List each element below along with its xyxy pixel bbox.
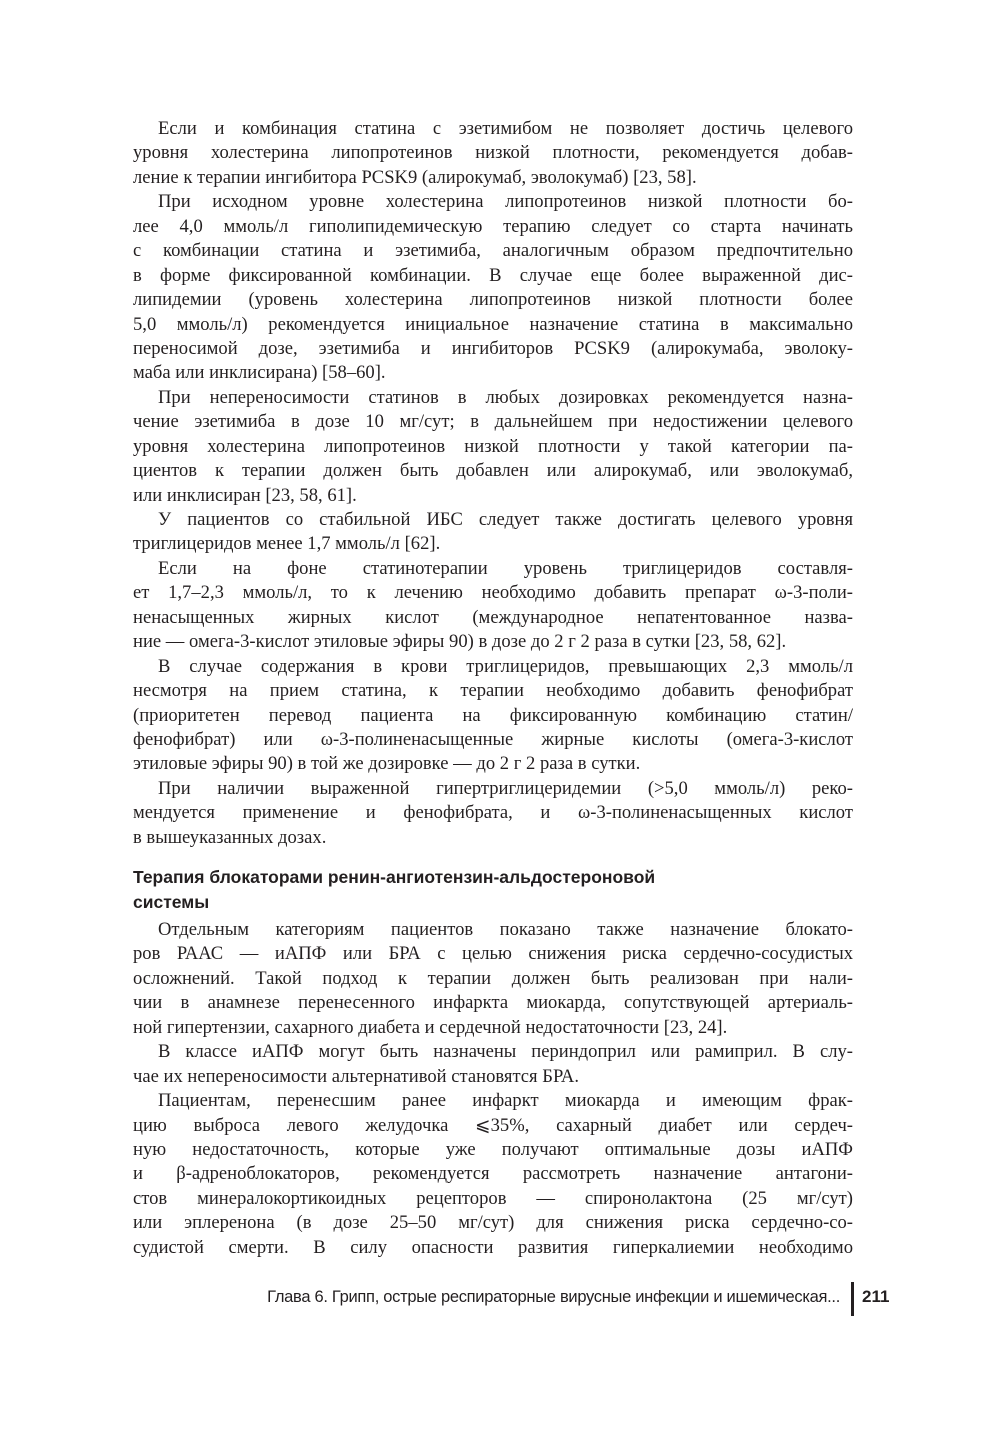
text-line: с комбинации статина и эзетимиба, аналогичным образом предпочтительно <box>133 240 853 262</box>
text-line: Если на фоне статинотерапии уровень триглицеридов составля- <box>158 557 853 579</box>
text-line: чае их непереносимости альтернативой становятся БРА. <box>133 1065 579 1087</box>
text-line: мендуется применение и фенофибрата, и ω-3-полиненасыщенных кислот <box>133 802 853 824</box>
text-line: или инклисиран [23, 58, 61]. <box>133 484 357 506</box>
text-line: ние — омега-3-кислот этиловые эфиры 90) в дозе до 2 г 2 раза в сутки [23, 58, 62]. <box>133 631 787 653</box>
text-line: несмотря на прием статина, к терапии необходимо добавить фенофибрат <box>133 680 853 702</box>
text-line: и β-адреноблокаторов, рекомендуется рассмотреть назначение антагони- <box>133 1163 853 1185</box>
paragraph <box>133 918 853 1040</box>
paragraph <box>133 117 853 190</box>
text-line: 5,0 ммоль/л) рекомендуется инициальное назначение статина в максимально <box>133 313 853 335</box>
text-line: циентов к терапии должен быть добавлен или алирокумаб, или эволокумаб, <box>133 460 853 482</box>
text-line: В случае содержания в крови триглицеридов, превышающих 2,3 ммоль/л <box>158 655 853 677</box>
footer-divider <box>851 1282 854 1316</box>
paragraph <box>133 386 853 508</box>
text-line: ет 1,7–2,3 ммоль/л, то к лечению необходимо добавить препарат ω-3-поли- <box>133 582 853 604</box>
paragraph <box>133 190 853 386</box>
text-line: чии в анамнезе перенесенного инфаркта миокарда, сопутствующей артериаль- <box>133 992 853 1014</box>
text-line: У пациентов со стабильной ИБС следует также достигать целевого уровня <box>158 509 853 530</box>
section-heading: Терапия блокаторами ренин-ангиотензин-альдостероновой <box>133 867 656 888</box>
text-line: липидемии (уровень холестерина липопротеинов низкой плотности более <box>133 289 853 311</box>
text-line: При наличии выраженной гипертриглицеридемии (>5,0 ммоль/л) реко- <box>158 777 853 799</box>
text-line: Если и комбинация статина с эзетимибом не позволяет достичь целевого <box>158 118 853 139</box>
paragraph <box>133 557 853 655</box>
text-line: ную недостаточность, которые уже получают оптимальные дозы иАПФ <box>133 1138 853 1160</box>
text-line: Отдельным категориям пациентов показано также назначение блокато- <box>158 919 853 940</box>
section-heading: системы <box>133 891 210 912</box>
text-line: чение эзетимиба в дозе 10 мг/сут; в дальнейшем при недостижении целевого <box>133 411 853 433</box>
text-line: В классе иАПФ могут быть назначены периндоприл или рамиприл. В слу- <box>158 1041 853 1063</box>
paragraph <box>133 1089 853 1260</box>
paragraph <box>133 1040 853 1089</box>
paragraph <box>133 655 853 777</box>
text-line: этиловые эфиры 90) в той же дозировке — до 2 г 2 раза в сутки. <box>133 753 641 775</box>
text-line: в форме фиксированной комбинации. В случае еще более выраженной дис- <box>133 264 853 286</box>
text-line: судистой смерти. В силу опасности развития гиперкалиемии необходимо <box>133 1236 853 1258</box>
text-line: уровня холестерина липопротеинов низкой плотности, рекомендуется добав- <box>133 142 853 164</box>
text-line: в вышеуказанных дозах. <box>133 826 327 848</box>
text-line: уровня холестерина липопротеинов низкой плотности у такой категории па- <box>133 435 853 457</box>
text-line: триглицеридов менее 1,7 ммоль/л [62]. <box>133 533 441 555</box>
paragraph <box>133 508 853 557</box>
text-line: маба или инклисирана) [58–60]. <box>133 362 386 384</box>
text-line: переносимой дозе, эзетимиба и ингибиторов PCSK9 (алирокумаба, эволоку- <box>133 337 853 359</box>
paragraph <box>133 777 853 850</box>
text-line: При непереносимости статинов в любых дозировках рекомендуется назна- <box>158 386 853 408</box>
page-number: 211 <box>862 1287 890 1306</box>
page-footer <box>0 1282 1000 1316</box>
text-line: (приоритетен перевод пациента на фиксированную комбинацию статин/ <box>133 704 853 726</box>
running-title: Глава 6. Грипп, острые респираторные вирусные инфекции и ишемическая... <box>267 1288 840 1306</box>
text-line: ление к терапии ингибитора PCSK9 (алирокумаб, эволокумаб) [23, 58]. <box>133 166 697 188</box>
text-line: При исходном уровне холестерина липопротеинов низкой плотности бо- <box>158 191 853 213</box>
text-line: фенофибрат) или ω-3-полиненасыщенные жирные кислоты (омега-3-кислот <box>133 728 853 750</box>
text-line: ненасыщенных жирных кислот (международное непатентованное назва- <box>133 606 853 628</box>
text-line: или эплеренона (в дозе 25–50 мг/сут) для снижения риска сердечно-со- <box>133 1212 853 1234</box>
text-line: Пациентам, перенесшим ранее инфаркт миокарда и имеющим фрак- <box>158 1090 853 1112</box>
text-line: ров РААС — иАПФ или БРА с целью снижения риска сердечно-сосудистых <box>133 943 853 965</box>
text-line: цию выброса левого желудочка ⩽35%, сахарный диабет или сердеч- <box>133 1114 853 1136</box>
text-line: стов минералокортикоидных рецепторов — спиронолактона (25 мг/сут) <box>133 1187 853 1209</box>
text-line: лее 4,0 ммоль/л гиполипидемическую терапию следует со старта начинать <box>133 215 853 237</box>
text-line: ной гипертензии, сахарного диабета и сердечной недостаточности [23, 24]. <box>133 1016 728 1038</box>
body-text <box>133 117 853 1260</box>
text-line: осложнений. Такой подход к терапии должен быть реализован при нали- <box>133 967 853 989</box>
